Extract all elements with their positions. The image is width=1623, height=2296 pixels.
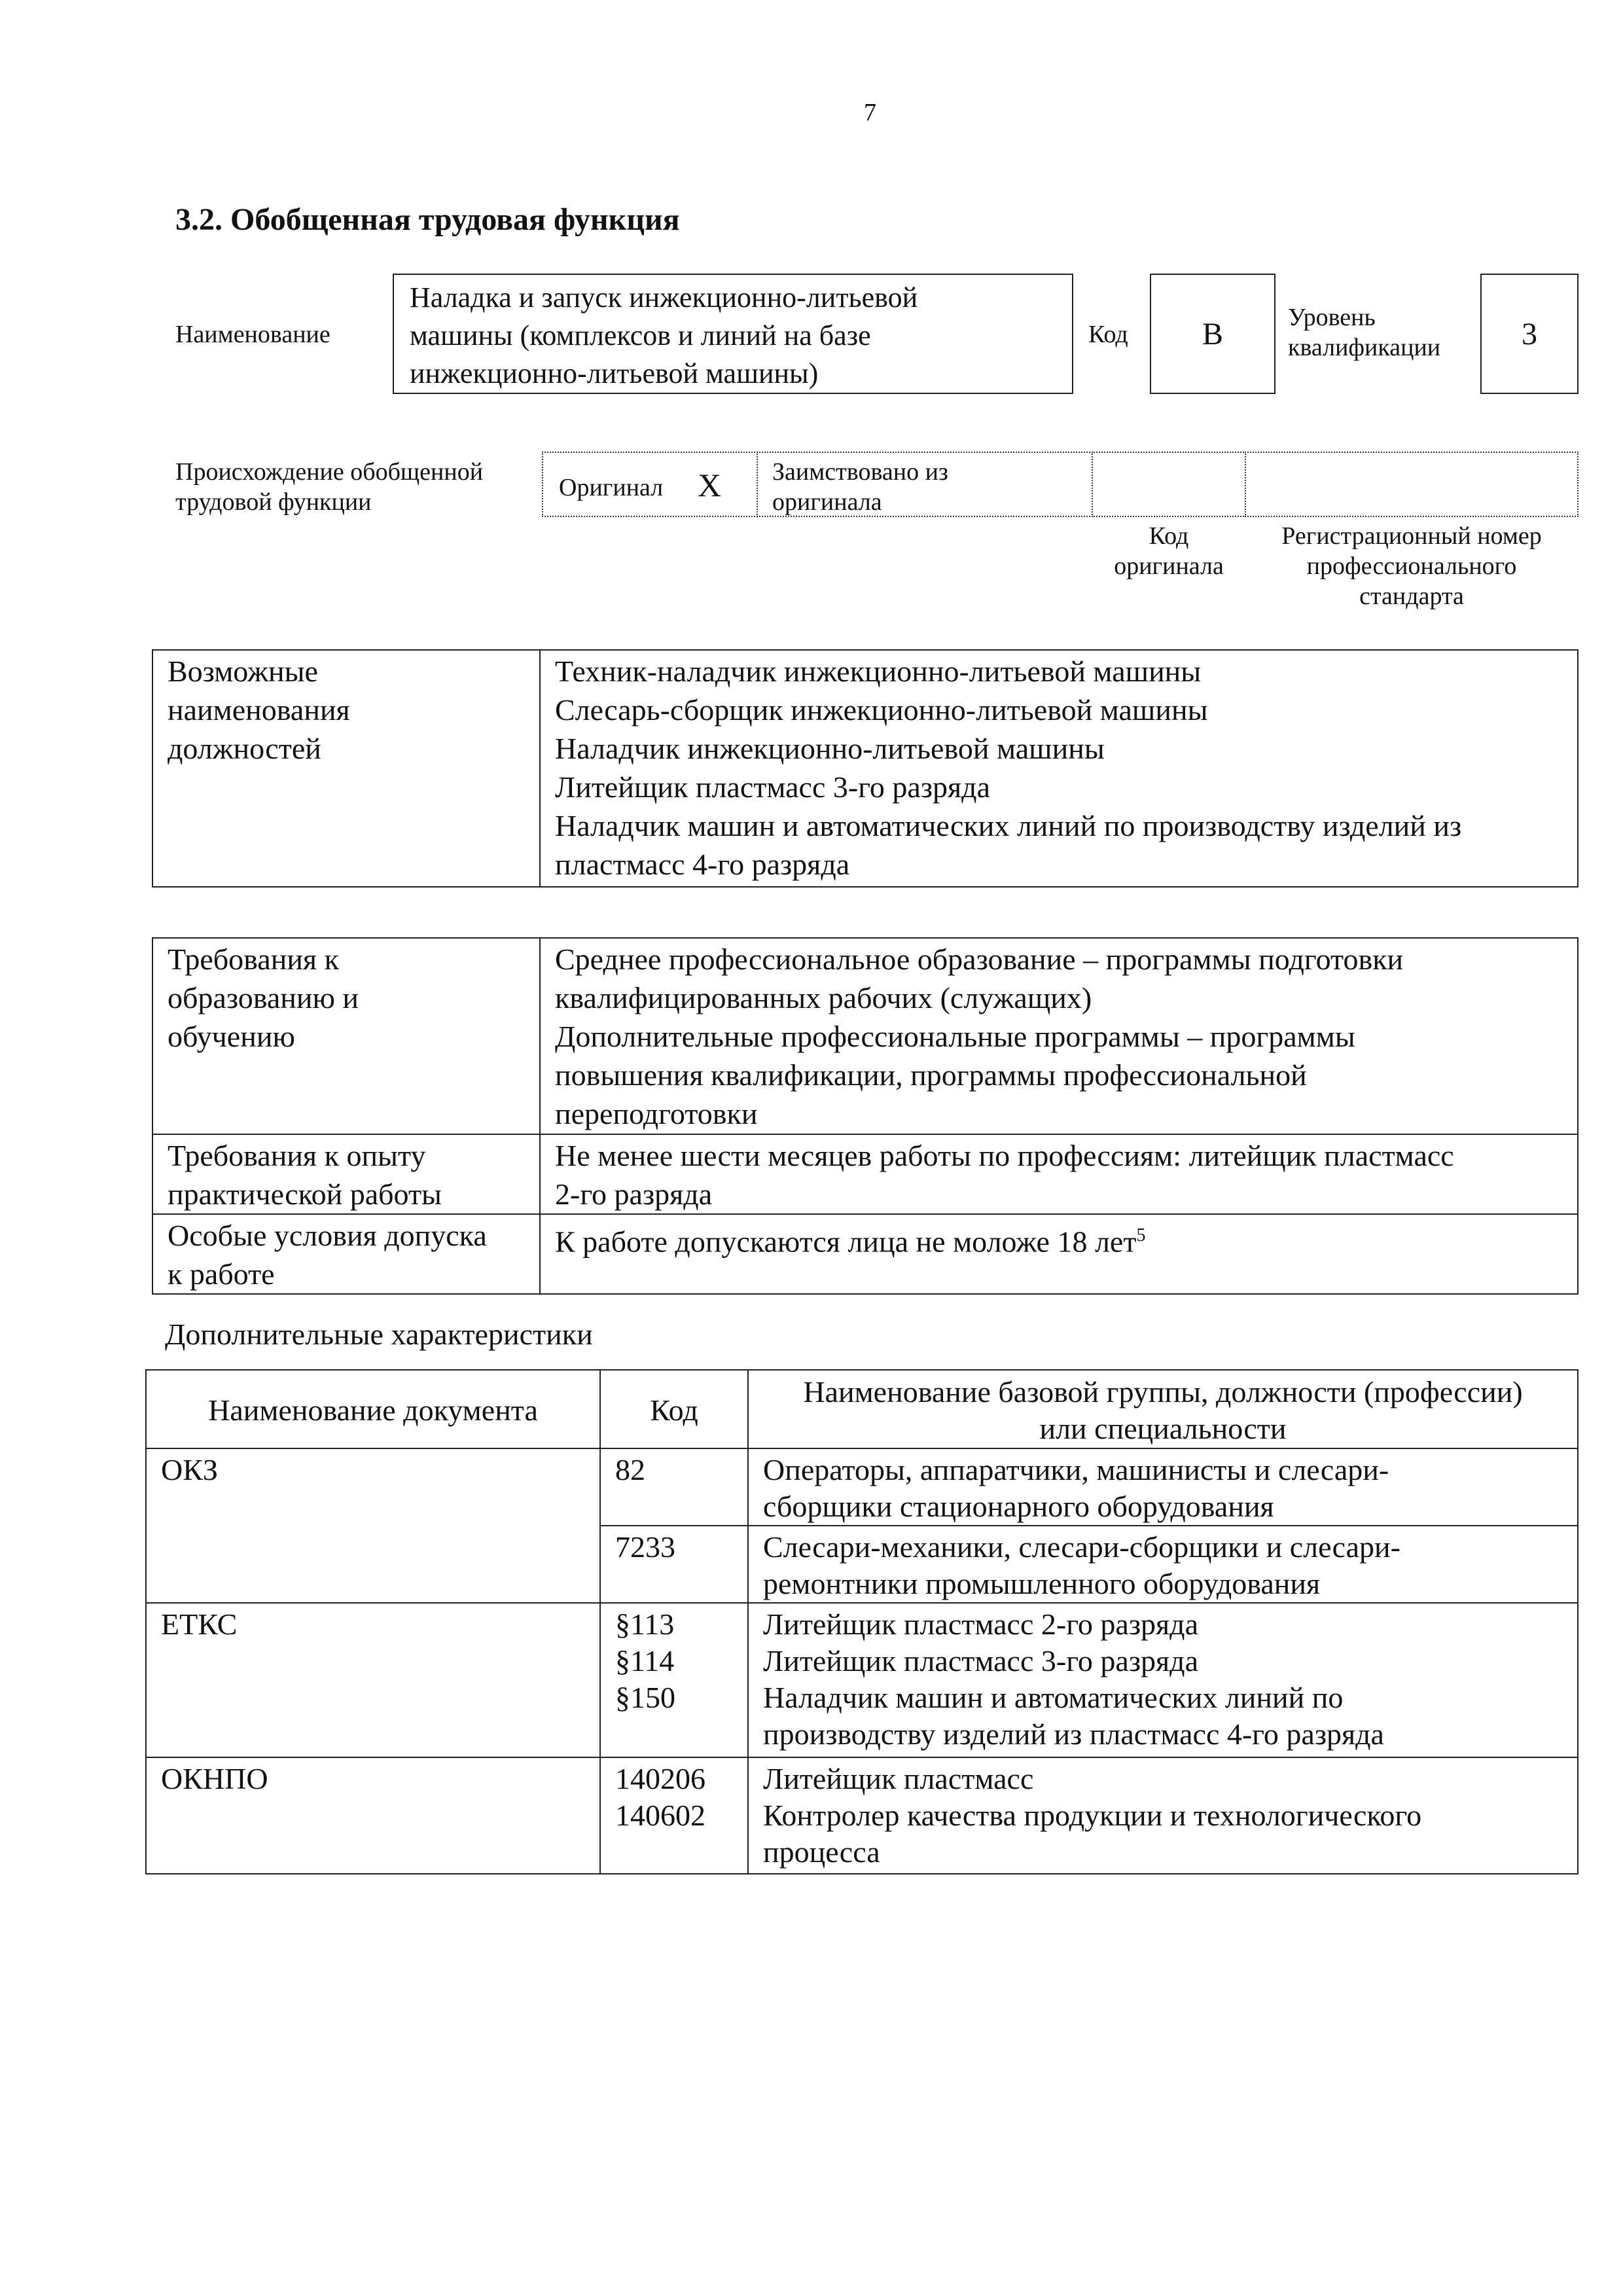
col-doc-header: Наименование документа bbox=[146, 1370, 600, 1448]
borrowed-label-line: оригинала bbox=[772, 488, 882, 516]
text-line: ремонтники промышленного оборудования bbox=[763, 1567, 1321, 1600]
name-label: Наименование bbox=[175, 321, 330, 348]
positions-label bbox=[152, 650, 540, 887]
label-line: Возможные bbox=[168, 655, 318, 688]
code-line: 140206 bbox=[615, 1762, 705, 1795]
label-line: образованию и bbox=[168, 981, 359, 1014]
requirements-table bbox=[152, 937, 1578, 1295]
text-line: Литейщик пластмасс 2-го разряда bbox=[763, 1607, 1199, 1641]
text-line: повышения квалификации, программы профессиональной bbox=[555, 1058, 1307, 1092]
origin-label-line: трудовой функции bbox=[175, 488, 372, 516]
list-item: Наладчик машин и автоматических линий по производству изделий из bbox=[555, 809, 1462, 842]
list-item: Техник-наладчик инжекционно-литьевой машины bbox=[555, 655, 1202, 688]
code-label: Код bbox=[1088, 321, 1128, 348]
list-item: Наладчик инжекционно-литьевой машины bbox=[555, 732, 1105, 765]
original-label: Оригинал bbox=[559, 474, 664, 501]
code-line: §114 bbox=[615, 1644, 675, 1677]
table-row bbox=[152, 650, 1578, 887]
page-number: 7 bbox=[864, 99, 876, 126]
code-line: §150 bbox=[615, 1681, 675, 1714]
text-line: Контролер качества продукции и технологического bbox=[763, 1799, 1422, 1832]
education-label bbox=[152, 938, 540, 1134]
text-line: Дополнительные профессиональные программы – программы bbox=[555, 1020, 1355, 1053]
code-value: B bbox=[1150, 274, 1275, 394]
additional-heading: Дополнительные характеристики bbox=[165, 1318, 593, 1351]
label-line: должностей bbox=[168, 732, 321, 765]
admission-value bbox=[540, 1214, 1578, 1294]
label-line: Требования к bbox=[168, 942, 339, 976]
caption-line: профессионального bbox=[1306, 552, 1517, 580]
text-line: квалифицированных рабочих (служащих) bbox=[555, 981, 1092, 1014]
admission-label bbox=[152, 1214, 540, 1294]
footnote-mark: 5 bbox=[1136, 1225, 1146, 1246]
level-label-line: Уровень bbox=[1288, 304, 1376, 331]
okz-code: 82 bbox=[600, 1448, 748, 1526]
etks-codes bbox=[600, 1603, 748, 1757]
table-row bbox=[152, 1214, 1578, 1294]
table-row bbox=[146, 1448, 1578, 1526]
text-line: Наладчик машин и автоматических линий по bbox=[763, 1681, 1344, 1714]
okz-code: 7233 bbox=[600, 1526, 748, 1603]
label-line: наименования bbox=[168, 693, 350, 726]
oknpo-names bbox=[748, 1757, 1578, 1874]
text-line: процесса bbox=[763, 1835, 880, 1869]
etks-doc: ЕТКС bbox=[146, 1603, 600, 1757]
caption-line: стандарта bbox=[1359, 583, 1464, 610]
level-value: 3 bbox=[1480, 274, 1578, 394]
borrowed-cell bbox=[757, 452, 1093, 517]
list-item: пластмасс 4-го разряда bbox=[555, 848, 850, 881]
table-row bbox=[152, 1134, 1578, 1214]
code-line: §113 bbox=[615, 1607, 675, 1641]
name-value-box bbox=[393, 274, 1073, 394]
text-line: Не менее шести месяцев работы по профессиям: литейщик пластмасс bbox=[555, 1139, 1454, 1172]
level-label bbox=[1288, 302, 1440, 363]
original-code-caption bbox=[1092, 521, 1246, 581]
header-line: или специальности bbox=[1039, 1412, 1287, 1445]
caption-line: Код bbox=[1149, 522, 1189, 550]
text-line: переподготовки bbox=[555, 1097, 758, 1130]
text-line: Литейщик пластмасс 3-го разряда bbox=[763, 1644, 1199, 1677]
table-row bbox=[146, 1603, 1578, 1757]
text-line: производству изделий из пластмасс 4-го разряда bbox=[763, 1717, 1384, 1751]
caption-line: оригинала bbox=[1114, 552, 1224, 580]
original-cell bbox=[542, 452, 758, 517]
section-title: 3.2. Обобщенная трудовая функция bbox=[175, 202, 680, 237]
level-label-line: квалификации bbox=[1288, 334, 1441, 361]
label-line: практической работы bbox=[168, 1177, 442, 1211]
list-item: Слесарь-сборщик инжекционно-литьевой машины bbox=[555, 693, 1208, 726]
reg-number-caption bbox=[1245, 521, 1578, 611]
col-code-header: Код bbox=[600, 1370, 748, 1448]
table-row bbox=[146, 1757, 1578, 1874]
etks-names bbox=[748, 1603, 1578, 1757]
positions-list bbox=[540, 650, 1578, 887]
text-line: сборщики стационарного оборудования bbox=[763, 1490, 1274, 1523]
okz-name bbox=[748, 1448, 1578, 1526]
label-line: Особые условия допуска bbox=[168, 1219, 487, 1252]
original-mark: X bbox=[698, 467, 722, 503]
positions-table bbox=[152, 649, 1578, 888]
label-line: обучению bbox=[168, 1020, 295, 1053]
name-line: Наладка и запуск инжекционно-литьевой bbox=[410, 281, 918, 314]
origin-label-line: Происхождение обобщенной bbox=[175, 458, 484, 486]
additional-table bbox=[145, 1369, 1578, 1874]
education-value bbox=[540, 938, 1578, 1134]
okz-name bbox=[748, 1526, 1578, 1603]
oknpo-codes bbox=[600, 1757, 748, 1874]
col-name-header bbox=[748, 1370, 1578, 1448]
name-line: машины (комплексов и линий на базе bbox=[410, 319, 871, 351]
table-row bbox=[152, 938, 1578, 1134]
text-line: Операторы, аппаратчики, машинисты и слесари- bbox=[763, 1453, 1389, 1486]
oknpo-doc: ОКНПО bbox=[146, 1757, 600, 1874]
label-line: к работе bbox=[168, 1257, 275, 1291]
text-line: 2-го разряда bbox=[555, 1177, 713, 1211]
okz-doc: ОКЗ bbox=[146, 1448, 600, 1603]
origin-label bbox=[175, 457, 483, 517]
experience-value bbox=[540, 1134, 1578, 1214]
list-item: Литейщик пластмасс 3-го разряда bbox=[555, 770, 991, 804]
admission-text: К работе допускаются лица не моложе 18 лет bbox=[555, 1225, 1137, 1259]
caption-line: Регистрационный номер bbox=[1281, 522, 1542, 550]
header-line: Наименование базовой группы, должности (профессии) bbox=[803, 1375, 1523, 1408]
text-line: Среднее профессиональное образование – программы подготовки bbox=[555, 942, 1404, 976]
name-line: инжекционно-литьевой машины) bbox=[410, 357, 819, 389]
original-code-cell bbox=[1092, 452, 1246, 517]
label-line: Требования к опыту bbox=[168, 1139, 426, 1172]
reg-number-cell bbox=[1245, 452, 1578, 517]
experience-label bbox=[152, 1134, 540, 1214]
borrowed-label-line: Заимствовано из bbox=[772, 458, 948, 486]
table-header-row bbox=[146, 1370, 1578, 1448]
code-line: 140602 bbox=[615, 1799, 705, 1832]
text-line: Слесари-механики, слесари-сборщики и слесари- bbox=[763, 1530, 1400, 1564]
text-line: Литейщик пластмасс bbox=[763, 1762, 1034, 1795]
